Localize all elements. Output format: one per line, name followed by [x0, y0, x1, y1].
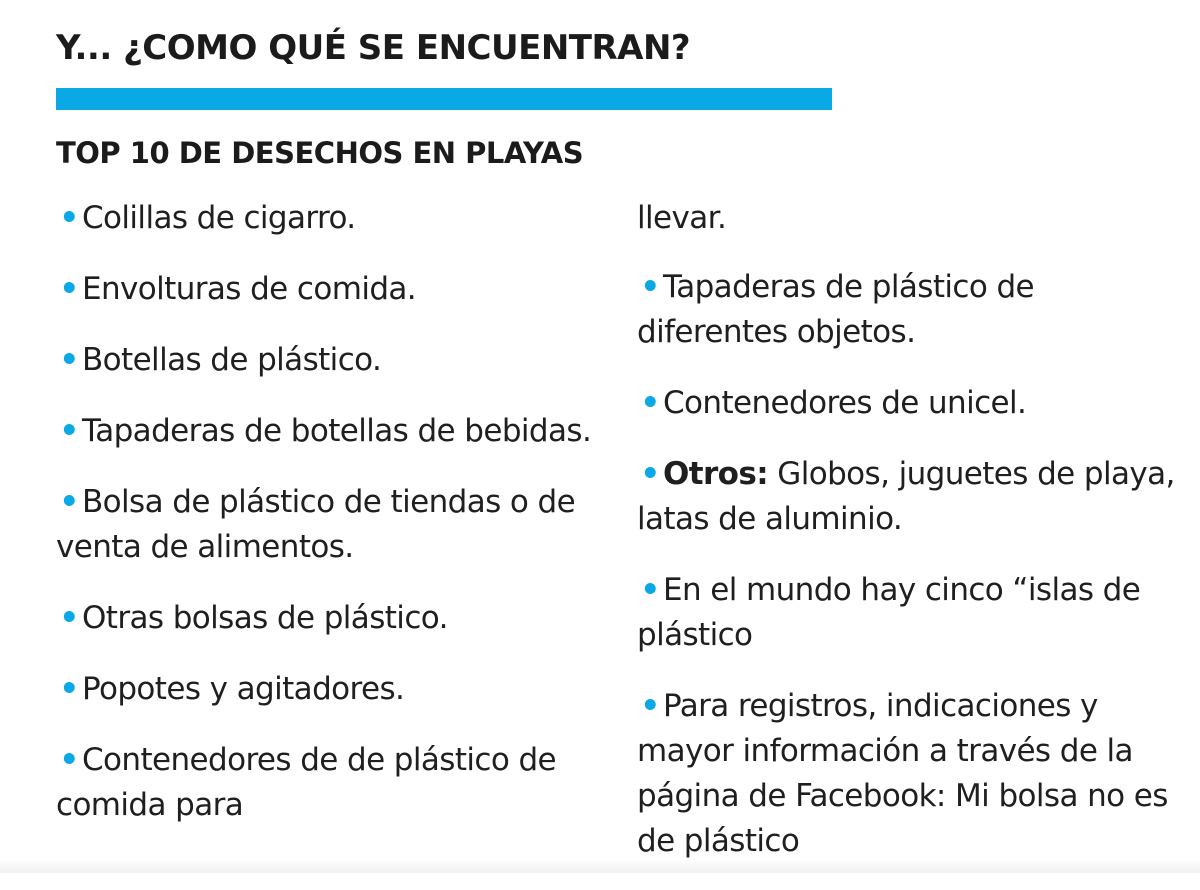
list-item: • Envolturas de comida. — [56, 267, 604, 312]
bullet-icon: • — [59, 413, 79, 449]
otros-label: Otros: — [663, 456, 769, 492]
right-column-list — [637, 196, 1177, 890]
list-item: • Botellas de plástico. — [56, 338, 604, 383]
list-item: • Bolsa de plástico de tiendas o de venta de alimentos. — [56, 480, 604, 570]
list-item-continuation: llevar. — [637, 200, 727, 236]
list-item: • Tapaderas de plástico de diferentes objetos. — [637, 265, 1177, 355]
list-item: • Tapaderas de botellas de bebidas. — [56, 409, 604, 454]
list-item-otros — [637, 452, 1177, 542]
bullet-icon: • — [59, 671, 79, 707]
bullet-icon: • — [59, 342, 79, 378]
left-column-list — [56, 196, 604, 854]
bottom-edge-shade — [0, 859, 1200, 873]
list-subtitle: TOP 10 DE DESECHOS EN PLAYAS — [56, 136, 584, 170]
list-item-note: • Para registros, indicaciones y mayor información a través de la página de Facebook: Mi bolsa no es de plástico — [637, 684, 1177, 864]
bullet-icon: • — [640, 269, 660, 305]
section-title: Y... ¿COMO QUÉ SE ENCUENTRAN? — [56, 28, 691, 68]
list-item-note: • En el mundo hay cinco “islas de plástico — [637, 568, 1177, 658]
list-item: • Popotes y agitadores. — [56, 667, 604, 712]
bullet-icon: • — [640, 688, 660, 724]
bullet-icon: • — [640, 572, 660, 608]
list-item: • Contenedores de unicel. — [637, 381, 1177, 426]
bullet-icon: • — [59, 271, 79, 307]
title-underline-bar — [56, 88, 832, 110]
bullet-icon: • — [59, 200, 79, 236]
bullet-icon: • — [59, 742, 79, 778]
bullet-icon: • — [59, 600, 79, 636]
bullet-icon: • — [640, 385, 660, 421]
otros-text: Globos, juguetes de playa, latas de aluminio. — [637, 456, 1175, 537]
list-item: • Otras bolsas de plástico. — [56, 596, 604, 641]
bullet-icon: • — [640, 456, 660, 492]
bullet-icon: • — [59, 484, 79, 520]
list-item: • Colillas de cigarro. — [56, 196, 604, 241]
list-item: • Contenedores de de plástico de comida para — [56, 738, 604, 828]
